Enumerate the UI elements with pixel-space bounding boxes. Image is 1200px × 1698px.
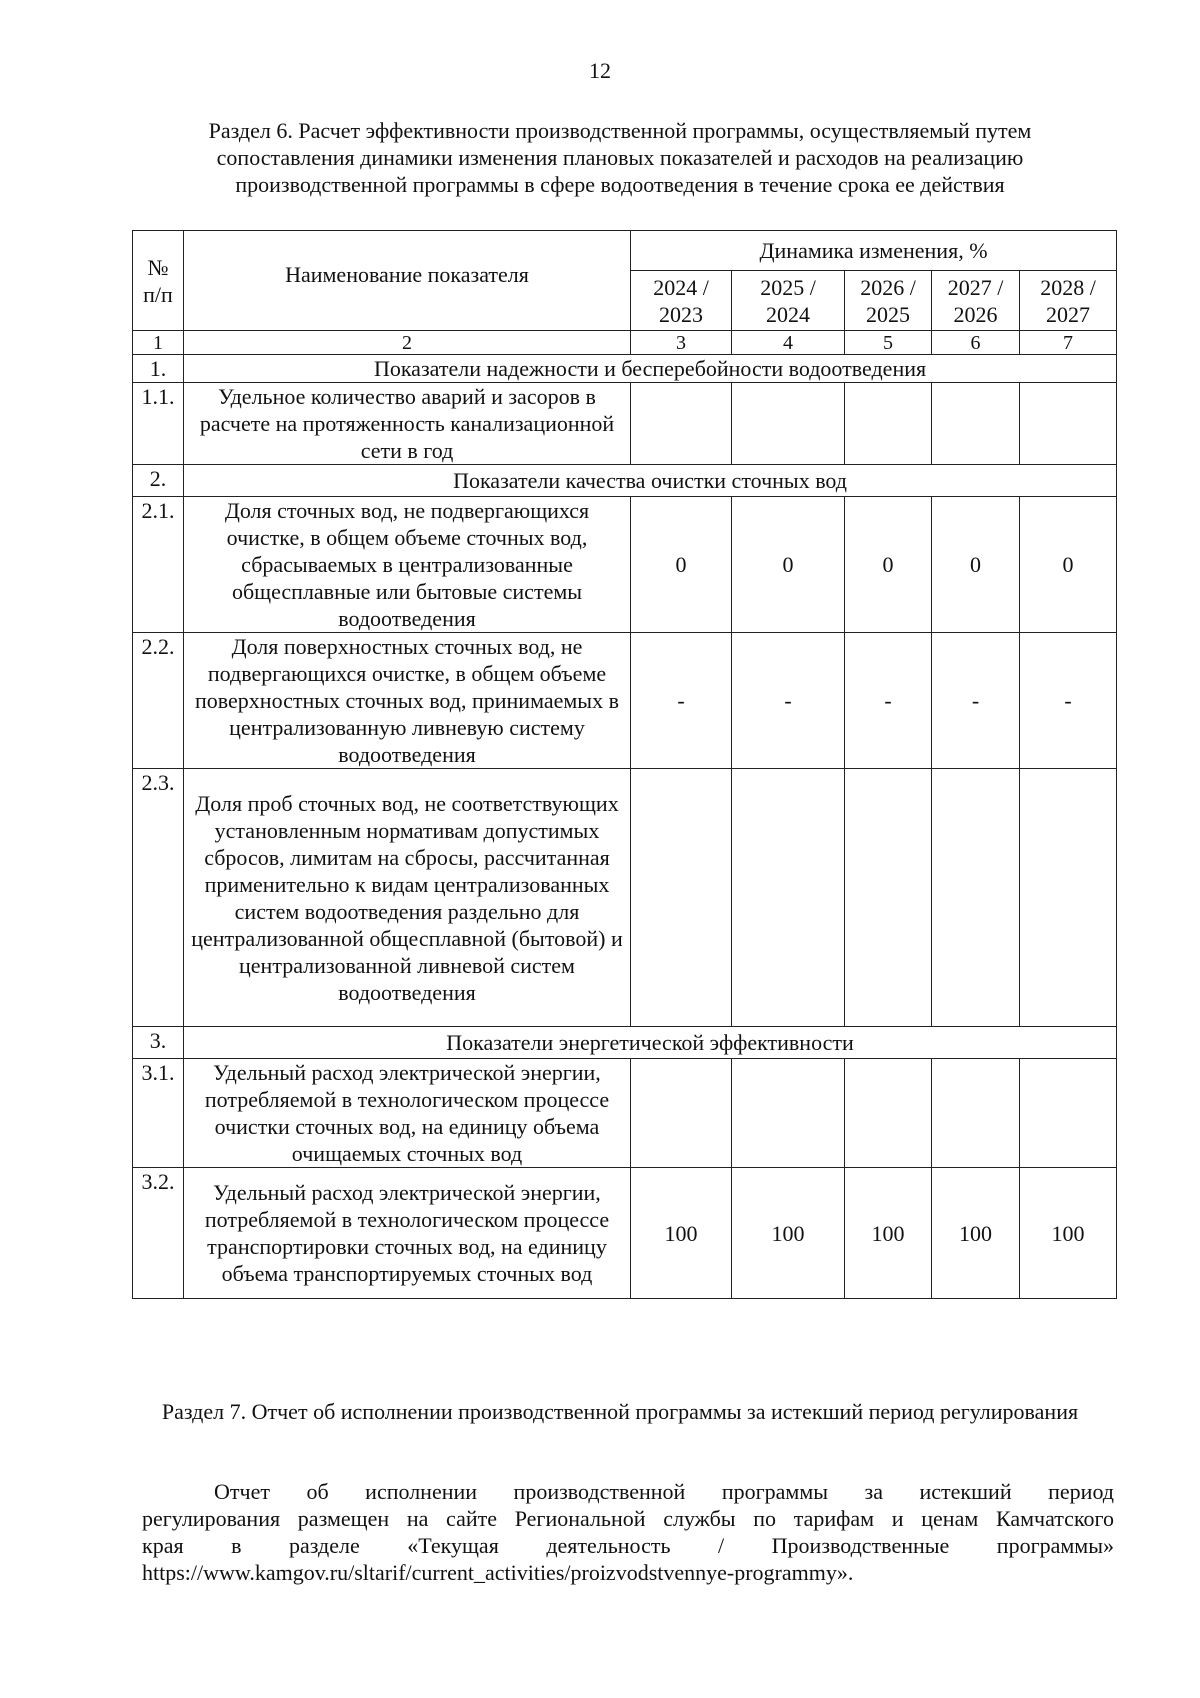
indicator-name: Доля проб сточных вод, не соответствующих установленным нормативам допустимых сбросов, лимитам на сбросы, рассчитанная применительно к видам централизованных систем водоотведения раздельно для централизованной общесплавной (бытовой) и централизованной ливневой систем водоотведения — [184, 769, 631, 1027]
indicator-name: Удельное количество аварий и засоров в расчете на протяженность канализационной сети в год — [184, 383, 631, 465]
value-cell — [932, 383, 1020, 465]
value-cell — [1020, 383, 1117, 465]
row-number: 3. — [133, 1027, 184, 1059]
value-cell: 100 — [732, 1168, 845, 1299]
report-line: регулирования размещен на сайте Региональной службы по тарифам и ценам Камчатского — [142, 1506, 1114, 1531]
section-row — [133, 1027, 1117, 1059]
row-number: 2.1. — [133, 497, 184, 633]
value-cell: - — [732, 633, 845, 769]
column-number: 4 — [732, 331, 845, 355]
value-cell: 0 — [845, 497, 932, 633]
value-cell — [932, 769, 1020, 1027]
header-dynamics: Динамика изменения, % — [631, 231, 1117, 271]
header-num: № п/п — [133, 231, 184, 331]
value-cell — [631, 769, 732, 1027]
header-name: Наименование показателя — [184, 231, 631, 331]
indicator-name: Доля поверхностных сточных вод, не подвергающихся очистке, в общем объеме поверхностных сточных вод, принимаемых в централизованную ливневую систему водоотведения — [184, 633, 631, 769]
value-cell: 0 — [631, 497, 732, 633]
section-title: Показатели качества очистки сточных вод — [184, 465, 1117, 497]
value-cell: 0 — [1020, 497, 1117, 633]
column-number: 2 — [184, 331, 631, 355]
value-cell: - — [631, 633, 732, 769]
section-row — [133, 355, 1117, 383]
indicator-name: Удельный расход электрической энергии, потребляемой в технологическом процессе транспортировки сточных вод, на единицу объема транспортируемых сточных вод — [184, 1168, 631, 1299]
value-cell: 100 — [631, 1168, 732, 1299]
header-period: 2026 / 2025 — [845, 271, 932, 331]
header-period: 2028 / 2027 — [1020, 271, 1117, 331]
value-cell: - — [1020, 633, 1117, 769]
section-title: Показатели энергетической эффективности — [184, 1027, 1117, 1059]
row-number: 1.1. — [133, 383, 184, 465]
value-cell — [932, 1059, 1020, 1168]
value-cell — [845, 1059, 932, 1168]
column-number: 1 — [133, 331, 184, 355]
row-number: 2.2. — [133, 633, 184, 769]
row-number: 3.1. — [133, 1059, 184, 1168]
report-line: https://www.kamgov.ru/sltarif/current_activities/proizvodstvennye-programmy». — [142, 1560, 854, 1585]
value-cell — [845, 383, 932, 465]
value-cell — [732, 383, 845, 465]
table-row — [133, 769, 1117, 1027]
section-7-title: Раздел 7. Отчет об исполнении производственной программы за истекший период регулирования — [161, 1399, 1079, 1424]
value-cell: 0 — [932, 497, 1020, 633]
table-row — [133, 497, 1117, 633]
row-number: 1. — [133, 355, 184, 383]
row-number: 3.2. — [133, 1168, 184, 1299]
value-cell — [732, 769, 845, 1027]
value-cell: 100 — [1020, 1168, 1117, 1299]
page-number: 12 — [589, 58, 611, 83]
indicator-name: Удельный расход электрической энергии, потребляемой в технологическом процессе очистки сточных вод, на единицу объема очищаемых сточных вод — [184, 1059, 631, 1168]
value-cell — [631, 383, 732, 465]
value-cell — [631, 1059, 732, 1168]
value-cell — [845, 769, 932, 1027]
column-number: 5 — [845, 331, 932, 355]
header-period: 2025 / 2024 — [732, 271, 845, 331]
value-cell: 100 — [932, 1168, 1020, 1299]
row-number: 2. — [133, 465, 184, 497]
section-row — [133, 465, 1117, 497]
table-row — [133, 633, 1117, 769]
report-paragraph — [142, 1478, 1114, 1586]
section-6-title: Раздел 6. Расчет эффективности производственной программы, осуществляемый путем сопоставления динамики изменения плановых показателей и расходов на реализацию производственной программы в сфере водоотведения в течение срока ее действия — [208, 118, 1032, 197]
value-cell: 0 — [732, 497, 845, 633]
table-row — [133, 383, 1117, 465]
indicator-name: Доля сточных вод, не подвергающихся очистке, в общем объеме сточных вод, сбрасываемых в централизованные общесплавные или бытовые системы водоотведения — [184, 497, 631, 633]
value-cell — [732, 1059, 845, 1168]
report-line: края в разделе «Текущая деятельность / Производственные программы» — [142, 1533, 1114, 1558]
header-period: 2024 / 2023 — [631, 271, 732, 331]
column-number: 6 — [932, 331, 1020, 355]
column-number: 3 — [631, 331, 732, 355]
column-number: 7 — [1020, 331, 1117, 355]
row-number: 2.3. — [133, 769, 184, 1027]
value-cell: - — [932, 633, 1020, 769]
value-cell: 100 — [845, 1168, 932, 1299]
value-cell — [1020, 1059, 1117, 1168]
value-cell: - — [845, 633, 932, 769]
table-row — [133, 1059, 1117, 1168]
section-title: Показатели надежности и бесперебойности водоотведения — [184, 355, 1117, 383]
value-cell — [1020, 769, 1117, 1027]
report-line: Отчет об исполнении производственной программы за истекший период — [214, 1479, 1114, 1504]
header-period: 2027 / 2026 — [932, 271, 1020, 331]
table-row — [133, 1168, 1117, 1299]
efficiency-table — [132, 230, 1117, 1299]
